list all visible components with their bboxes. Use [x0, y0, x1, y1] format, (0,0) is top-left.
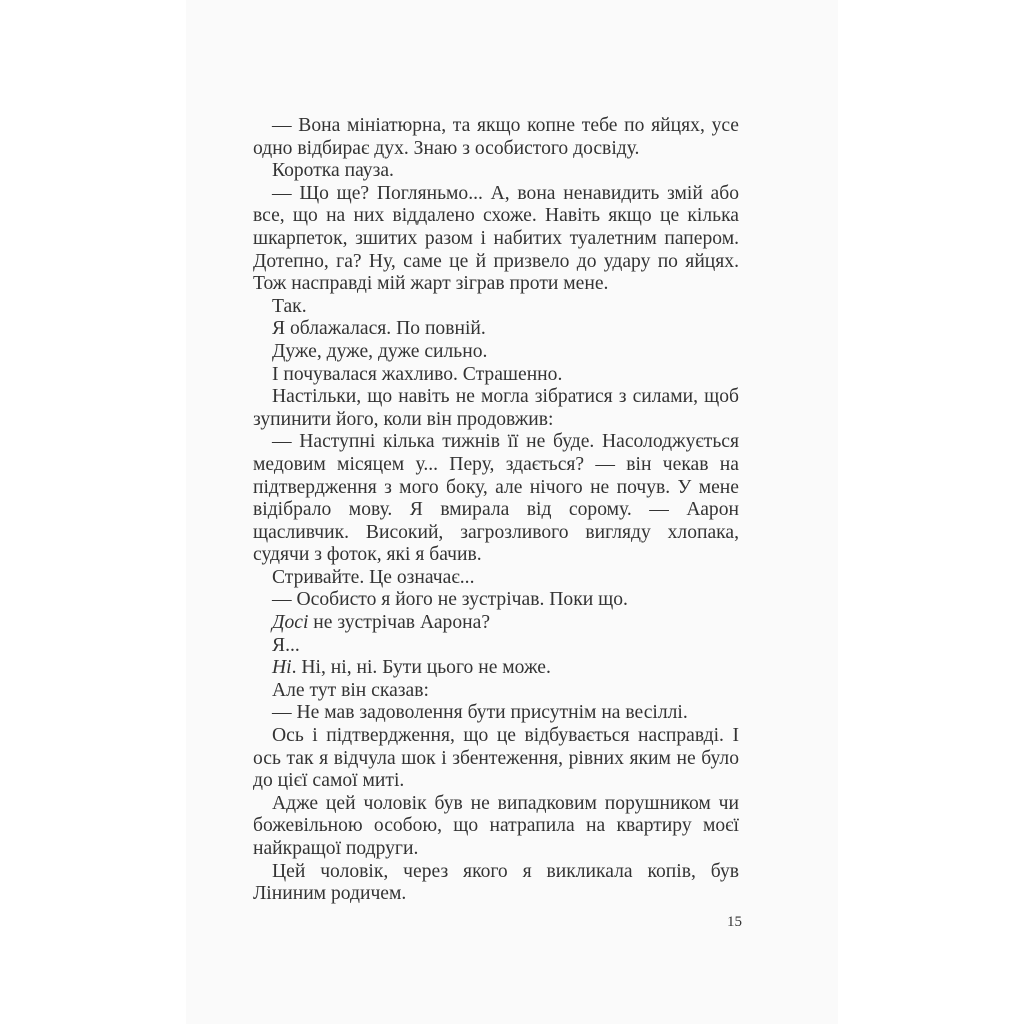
paragraph: Стривайте. Це означає... — [272, 566, 475, 588]
paragraph: — Що ще? Погляньмо... А, вона ненавидить змій або все, що на них віддалено схоже. Навіть якщо це кілька шкарпеток, зшитих разом і набитих туалетним папером. Дотепно, га? Ну, саме це й призвело до удару по яйцях. Тож насправді мій жарт зіграв проти мене. — [253, 182, 739, 295]
page-body-text — [253, 115, 739, 906]
italic-emphasis: Досі — [272, 612, 309, 634]
paragraph: Коротка пауза. — [272, 160, 394, 182]
paragraph-rest: не зустрічав Аарона? — [308, 612, 491, 634]
paragraph — [253, 612, 739, 635]
paragraph: — Наступні кілька тижнів її не буде. Насолоджується медовим місяцем у... Перу, здається? — він чекав на підтвердження з мого боку, але нічого не почув. У мене відібрало мову. Я вмирала від сорому. — Аарон щасливчик. Високий, загрозливого вигляду хлопака, судячи з фоток, які я бачив. — [253, 431, 739, 566]
paragraph: Цей чоловік, через якого я викликала копів, був Ліниним родичем. — [253, 860, 739, 905]
paragraph — [253, 657, 739, 680]
paragraph: Так. — [272, 295, 307, 317]
paragraph: Адже цей чоловік був не випадковим порушником чи божевільною особою, що натрапила на квартиру моєї найкращої подруги. — [253, 792, 739, 859]
page-number: 15 — [727, 914, 742, 930]
paragraph: Настільки, що навіть не могла зібратися з силами, щоб зупинити його, коли він продовжив: — [253, 386, 739, 430]
paragraph: — Вона мініатюрна, та якщо копне тебе по яйцях, усе одно відбирає дух. Знаю з особистого досвіду. — [253, 115, 739, 159]
paragraph: Але тут він сказав: — [272, 679, 429, 701]
italic-emphasis: Ні — [272, 657, 292, 679]
paragraph: — Не мав задоволення бути присутнім на весіллі. — [272, 702, 688, 724]
paragraph: Я... — [272, 634, 300, 656]
paragraph: Ось і підтвердження, що це відбувається насправді. І ось так я відчула шок і збентеження, рівних яким не було до цієї самої миті. — [253, 725, 739, 792]
paragraph: Дуже, дуже, дуже сильно. — [272, 340, 488, 362]
paragraph: Я облажалася. По повній. — [272, 318, 486, 340]
paragraph: І почувалася жахливо. Страшенно. — [272, 363, 563, 385]
paragraph: — Особисто я його не зустрічав. Поки що. — [272, 589, 628, 611]
paragraph-rest: . Ні, ні, ні. Бути цього не може. — [291, 657, 551, 679]
